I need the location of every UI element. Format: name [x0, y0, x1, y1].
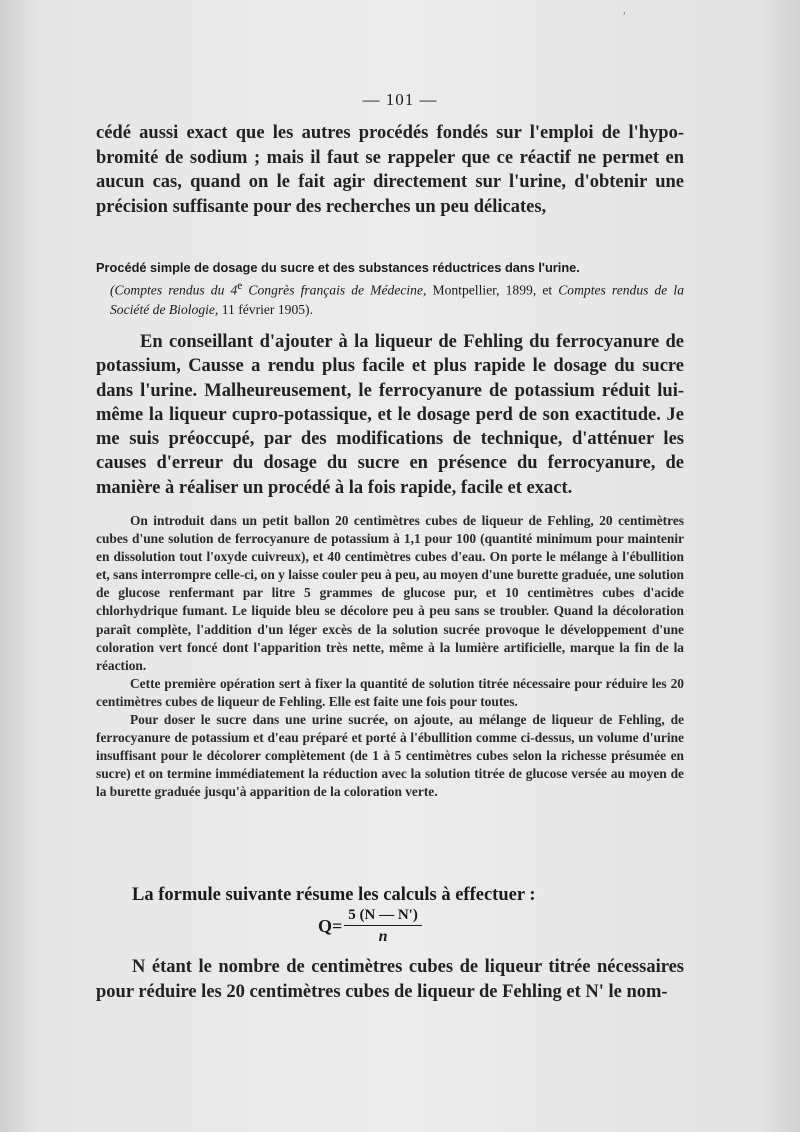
section-title: Procédé simple de dosage du sucre et des substances réductrices dans l'urine.	[96, 260, 580, 275]
ref-part4: Comptes rendus de la Société de Biologie,	[110, 282, 685, 317]
section-reference	[96, 277, 684, 319]
ref-sup: e	[237, 280, 243, 292]
page-speck: ˒	[622, 4, 627, 19]
section-header	[96, 258, 684, 319]
procedure-paragraph: On introduit dans un petit ballon 20 centimètres cubes de liqueur de Fehling, 20 centimètres cubes d'une solution de ferrocyanure de potassium à 1,1 pour 100 (quantité minimum pour maintenir en dissolution tout l'oxyde cuivreux), et 40 centimètres cubes d'eau. On porte le mélange à l'ébullition et, sans interrompre celle-ci, on y laisse couler peu à peu, au moyen d'une burette graduée, une solution de glucose renfermant par litre 5 grammes de glucose pur, et 10 centimètres cubes d'acide chlorhydrique fumant. Le liquide bleu se décolore peu à peu sans se troubler. Quand la décoloration paraît complète, l'addition d'un léger excès de la solution sucrée provoque le développement d'une coloration vert foncé dont l'apparition très nette, même à la lumière artificielle, marque la fin de la réaction.	[96, 513, 684, 673]
procedure-paragraph: Pour doser le sucre dans une urine sucrée, on ajoute, au mélange de liqueur de Fehling, de ferrocyanure de potassium et d'eau préparé et porté à l'ébullition comme ci-dessus, un volume d'urine insuffisant pour le décolorer complètement (de 1 à 5 centimètres cubes selon la richesse présumée en sucre) et on termine immédiatement la réduction avec la solution titrée de glucose versée au moyen de la burette graduée jusqu'à apparition de la coloration verte.	[96, 712, 684, 800]
ref-part2: Congrès français de Médecine,	[242, 282, 427, 298]
intro-text: cédé aussi exact que les autres procédés fondés sur l'emploi de l'hypobromité de sodium ; mais il faut se rappeler que ce réactif ne permet en aucun cas, quand on le fait agir directement sur l'urine, d'obtenir une précision suffisante pour des recherches un peu délicates,	[96, 123, 684, 217]
procedure-text	[96, 512, 684, 802]
page-number: — 101 —	[362, 90, 438, 109]
main-paragraph	[96, 330, 684, 500]
ref-part1: (Comptes rendus du 4	[110, 282, 238, 298]
intro-paragraph	[96, 121, 684, 219]
last-paragraph	[96, 955, 684, 1004]
formula-numerator: 5 (N — N')	[344, 905, 422, 926]
formula-denominator: n	[378, 928, 388, 945]
formula-lhs: Q=	[318, 916, 343, 936]
formula	[318, 905, 422, 948]
main-paragraph-text: En conseillant d'ajouter à la liqueur de Fehling du ferrocyanure de potassium, Causse a rendu plus facile et plus rapide le dosage du sucre dans l'urine. Malheureusement, le ferrocyanure de potassium réduit lui-même la liqueur cupro-potassique, et le dosage perd de son exactitude. Je me suis préoccupé, par des modifications de technique, d'atténuer les causes d'erreur du dosage du sucre en présence du ferrocyanure, de manière à réaliser un procédé à la fois rapide, facile et exact.	[96, 332, 684, 498]
ref-part5: 11 février 1905).	[218, 301, 313, 317]
formula-fraction	[344, 905, 422, 948]
last-paragraph-text: N étant le nombre de centimètres cubes de liqueur titrée nécessaires pour réduire les 20 centimètres cubes de liqueur de Fehling et N' le nom-	[96, 957, 684, 1002]
ref-part3: Montpellier, 1899, et	[426, 282, 553, 298]
formula-intro: La formule suivante résume les calculs à effectuer :	[132, 885, 536, 905]
procedure-paragraph: Cette première opération sert à fixer la quantité de solution titrée nécessaire pour réduire les 20 centimètres cubes de liqueur de Fehling. Elle est faite une fois pour toutes.	[96, 675, 684, 709]
